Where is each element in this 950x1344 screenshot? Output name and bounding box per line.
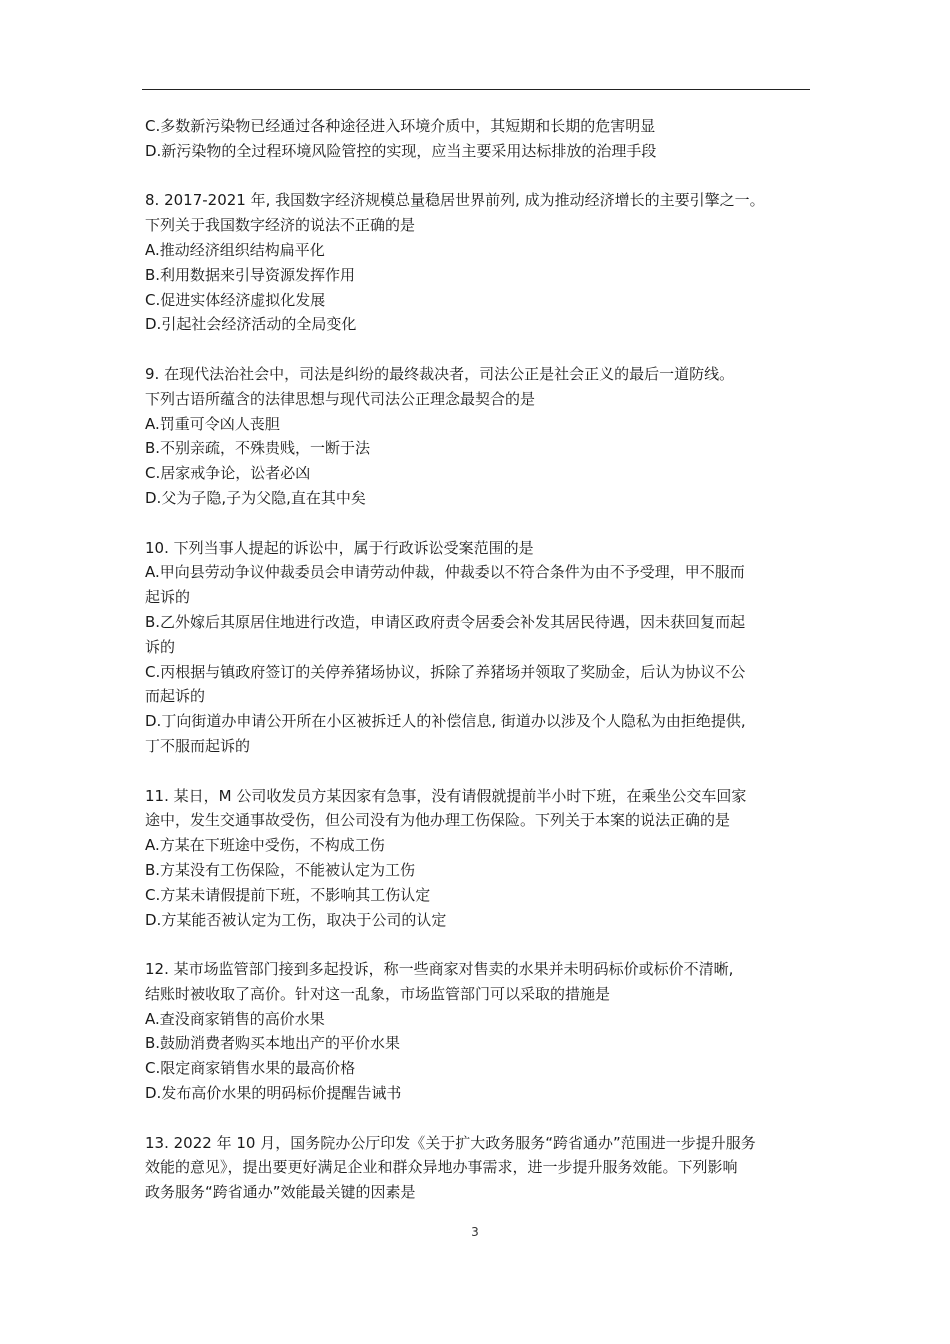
text-line: B.鼓励消费者购买本地出产的平价水果 bbox=[145, 1034, 401, 1053]
page-number: 3 bbox=[471, 1225, 479, 1239]
text-line: D.丁向街道办申请公开所在小区被拆迁人的补偿信息, 街道办以涉及个人隐私为由拒绝提供, bbox=[145, 712, 746, 731]
text-line: 13. 2022 年 10 月，国务院办公厅印发《关于扩大政务服务“跨省通办”范围进一步提升服务 bbox=[145, 1133, 756, 1152]
text-line: D.发布高价水果的明码标价提醒告诫书 bbox=[145, 1084, 402, 1103]
text-line: 12. 某市场监管部门接到多起投诉，称一些商家对售卖的水果并未明码标价或标价不清晰, bbox=[145, 960, 734, 979]
text-line: C.限定商家销售水果的最高价格 bbox=[145, 1059, 356, 1078]
text-line: C.居家戒争论，讼者必凶 bbox=[145, 464, 311, 483]
text-line: 诉的 bbox=[145, 637, 176, 656]
block-spacer bbox=[145, 337, 813, 362]
text-line: B.利用数据来引导资源发挥作用 bbox=[145, 265, 356, 284]
text-line: C.丙根据与镇政府签订的关停养猪场协议，拆除了养猪场并领取了奖励金，后认为协议不公 bbox=[145, 662, 746, 681]
text-line: B.不别亲疏，不殊贵贱，一断于法 bbox=[145, 439, 371, 458]
block-spacer bbox=[145, 932, 813, 957]
text-line: C.方某未请假提前下班，不影响其工伤认定 bbox=[145, 885, 431, 904]
text-line: 10. 下列当事人提起的诉讼中，属于行政诉讼受案范围的是 bbox=[145, 538, 534, 557]
text-line: 9. 在现代法治社会中，司法是纠纷的最终裁决者，司法公正是社会正义的最后一道防线。 bbox=[145, 364, 735, 383]
text-line: A.方某在下班途中受伤，不构成工伤 bbox=[145, 836, 385, 855]
continued-options bbox=[145, 114, 813, 164]
block-spacer bbox=[145, 1106, 813, 1131]
block-spacer bbox=[145, 511, 813, 536]
question-block bbox=[145, 362, 813, 511]
text-line: A.罚重可令凶人丧胆 bbox=[145, 414, 280, 433]
document-body bbox=[145, 114, 813, 1205]
header-rule bbox=[142, 89, 810, 90]
question-block bbox=[145, 957, 813, 1106]
text-line: D.方某能否被认定为工伤，取决于公司的认定 bbox=[145, 910, 447, 929]
question-block bbox=[145, 1131, 813, 1205]
text-line: A.甲向县劳动争议仲裁委员会申请劳动仲裁，仲裁委以不符合条件为由不予受理，甲不服而 bbox=[145, 563, 745, 582]
text-line: 政务服务“跨省通办”效能最关键的因素是 bbox=[145, 1183, 416, 1202]
text-line: 11. 某日，M 公司收发员方某因家有急事，没有请假就提前半小时下班，在乘坐公交车回家 bbox=[145, 786, 747, 805]
text-line: 丁不服而起诉的 bbox=[145, 736, 251, 755]
text-line: C.促进实体经济虚拟化发展 bbox=[145, 290, 326, 309]
text-line: 途中，发生交通事故受伤，但公司没有为他办理工伤保险。下列关于本案的说法正确的是 bbox=[145, 811, 731, 830]
question-block bbox=[145, 188, 813, 337]
text-line: C.多数新污染物已经通过各种途径进入环境介质中，其短期和长期的危害明显 bbox=[145, 117, 656, 135]
question-block bbox=[145, 784, 813, 933]
question-block bbox=[145, 536, 813, 759]
text-line: 下列关于我国数字经济的说法不正确的是 bbox=[145, 216, 416, 235]
block-spacer bbox=[145, 759, 813, 784]
text-line: 而起诉的 bbox=[145, 687, 206, 706]
text-line: 结账时被收取了高价。针对这一乱象，市场监管部门可以采取的措施是 bbox=[145, 984, 611, 1003]
text-line: D.父为子隐,子为父隐,直在其中矣 bbox=[145, 488, 366, 507]
text-line: D.引起社会经济活动的全局变化 bbox=[145, 315, 357, 334]
block-spacer bbox=[145, 164, 813, 189]
text-line: D.新污染物的全过程环境风险管控的实现，应当主要采用达标排放的治理手段 bbox=[145, 141, 657, 160]
text-line: A.查没商家销售的高价水果 bbox=[145, 1009, 325, 1028]
text-line: B.方某没有工伤保险，不能被认定为工伤 bbox=[145, 860, 416, 879]
text-line: 效能的意见》，提出要更好满足企业和群众异地办事需求，进一步提升服务效能。下列影响 bbox=[145, 1158, 738, 1177]
text-line: 起诉的 bbox=[145, 588, 191, 607]
text-line: 下列古语所蕴含的法律思想与现代司法公正理念最契合的是 bbox=[145, 389, 536, 408]
text-line: A.推动经济组织结构扁平化 bbox=[145, 240, 325, 259]
text-line: 8. 2017-2021 年, 我国数字经济规模总量稳居世界前列, 成为推动经济增长的主要引擎之一。 bbox=[145, 191, 765, 210]
text-line: B.乙外嫁后其原居住地进行改造，申请区政府责令居委会补发其居民待遇，因未获回复而起 bbox=[145, 612, 746, 631]
